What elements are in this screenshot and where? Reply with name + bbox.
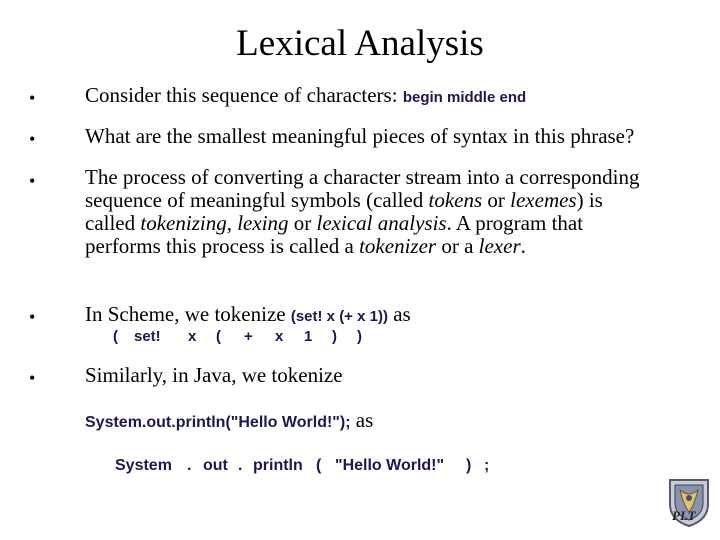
bullet-3-text-2: or xyxy=(482,188,511,212)
java-code: System.out.println("Hello World!"); xyxy=(85,414,351,431)
bullet-3-text-8: . xyxy=(520,234,526,258)
java-token: out xyxy=(203,457,228,474)
bullet-4-text: In Scheme, we tokenize xyxy=(85,302,291,326)
term-lexical-analysis: lexical analysis xyxy=(316,211,447,235)
java-token: System xyxy=(115,457,172,474)
scheme-token: ( xyxy=(216,328,221,345)
scheme-token: x xyxy=(188,328,197,345)
bullet-3-paragraph xyxy=(85,166,645,258)
java-token: . xyxy=(238,457,243,474)
bullet-2-marker: • xyxy=(29,129,36,149)
bullet-4-code: (set! x (+ x 1)) xyxy=(290,308,388,325)
bullet-3-text-6: . A program that performs this process is called a xyxy=(85,211,584,258)
scheme-token: ( xyxy=(113,328,118,345)
bullet-3-text-1: The process of converting a character stream into a corresponding sequence of meaningful symbols (called xyxy=(85,165,640,212)
java-token: "Hello World!" xyxy=(335,457,445,474)
slide-title: Lexical Analysis xyxy=(236,23,484,64)
term-tokenizing: tokenizing xyxy=(140,211,227,235)
bullet-3-text-3: ) is called xyxy=(85,188,603,235)
scheme-token-row xyxy=(0,328,720,350)
bullet-1-marker: • xyxy=(29,88,36,108)
bullet-1-code: begin middle end xyxy=(402,89,527,106)
bullet-3-text-5: or xyxy=(288,211,317,235)
scheme-token: + xyxy=(244,328,253,345)
scheme-token: ) xyxy=(332,328,337,345)
java-code-line xyxy=(85,408,373,433)
java-token: ( xyxy=(316,457,322,474)
scheme-token: ) xyxy=(357,328,362,345)
java-code-suffix: as xyxy=(350,408,374,432)
term-lexing: lexing xyxy=(237,211,289,235)
bullet-4 xyxy=(85,302,411,327)
scheme-token: set! xyxy=(134,328,161,345)
java-token: ) xyxy=(466,457,472,474)
bullet-2-text: What are the smallest meaningful pieces of syntax in this phrase? xyxy=(85,124,635,148)
bullet-3-text-4: , xyxy=(226,211,238,235)
term-lexemes: lexemes xyxy=(510,188,577,212)
scheme-token: 1 xyxy=(304,328,313,345)
term-tokens: tokens xyxy=(428,188,483,212)
term-lexer: lexer xyxy=(478,234,521,258)
bullet-1 xyxy=(85,83,526,108)
java-token: println xyxy=(253,457,303,474)
bullet-1-text: Consider this sequence of characters: xyxy=(85,83,403,107)
java-token-row xyxy=(0,457,720,479)
bullet-3-text-7: or a xyxy=(436,234,479,258)
java-token: ; xyxy=(484,457,490,474)
term-tokenizer: tokenizer xyxy=(359,234,437,258)
bullet-5-marker: • xyxy=(29,368,36,388)
bullet-4-marker: • xyxy=(29,307,36,327)
java-token: . xyxy=(187,457,192,474)
bullet-5-text: Similarly, in Java, we tokenize xyxy=(85,363,343,387)
scheme-token: x xyxy=(275,328,284,345)
bullet-3-marker: • xyxy=(29,171,36,191)
plt-logo-text: PLT xyxy=(672,508,696,523)
bullet-4-suffix: as xyxy=(387,302,411,326)
